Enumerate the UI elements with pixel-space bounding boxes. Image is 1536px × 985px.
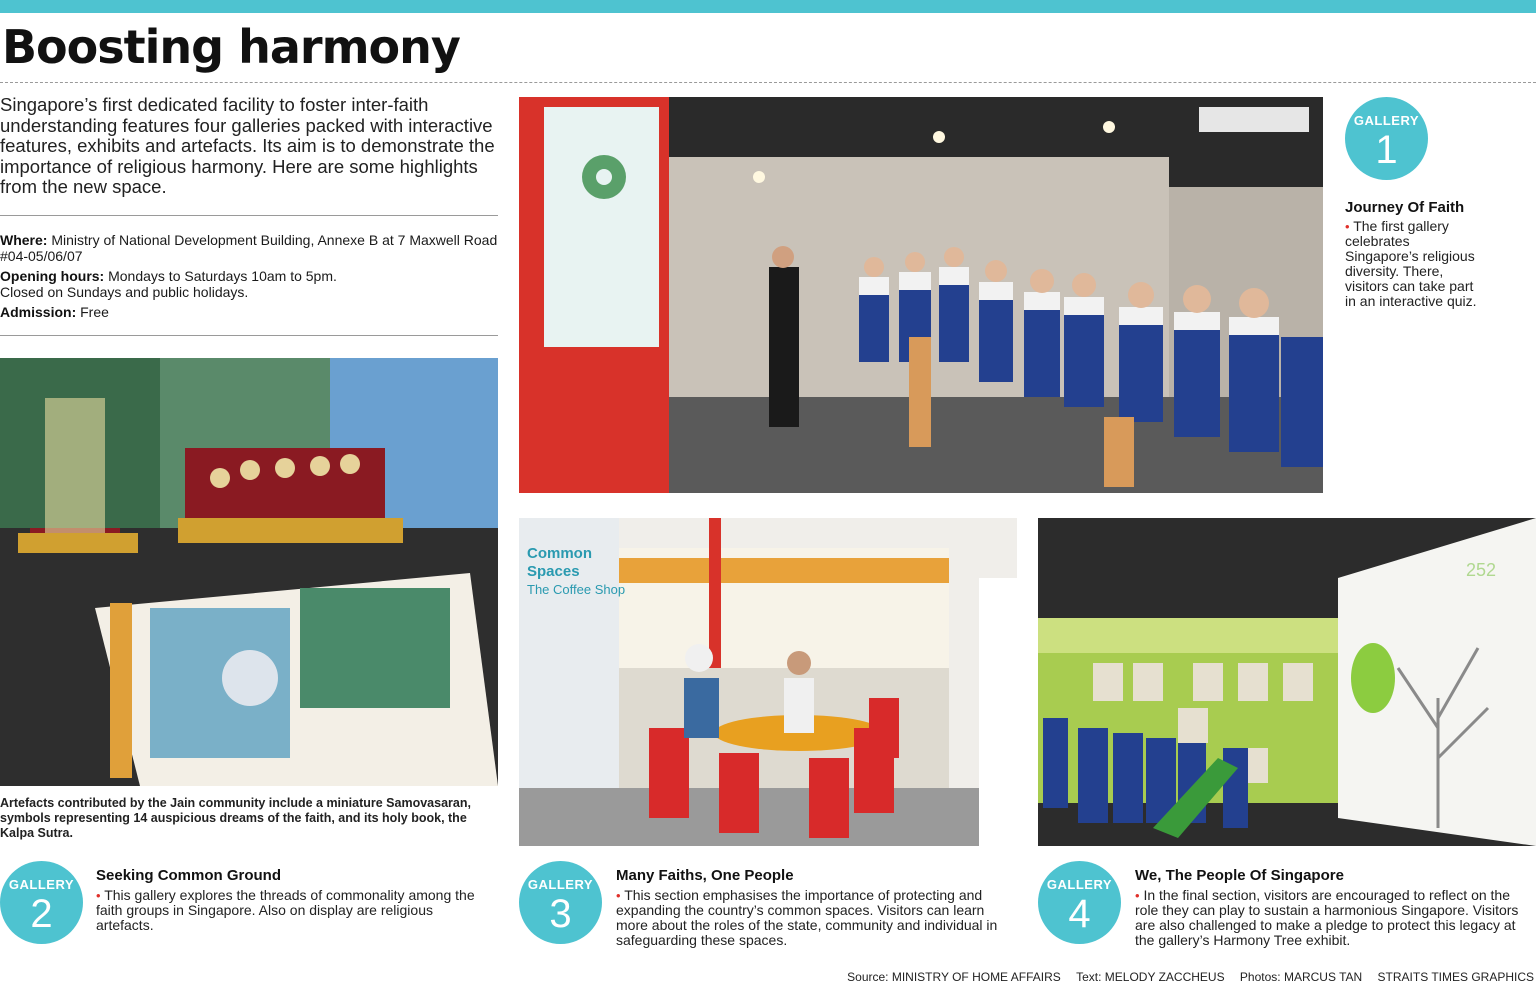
credit-graphics: STRAITS TIMES GRAPHICS xyxy=(1377,970,1534,984)
gallery-2-desc: This gallery explores the threads of commonality among the faith groups in Singapore. Also on display are religious artefacts. xyxy=(96,887,475,933)
artefacts-caption: Artefacts contributed by the Jain community include a miniature Samovasaran, symbols representing 14 auspicious dreams of the faith, and its holy book, the Kalpa Sutra. xyxy=(0,796,471,840)
gallery-3-badge-label: GALLERY xyxy=(527,877,594,892)
gallery-4-badge-label: GALLERY xyxy=(1046,877,1113,892)
gallery-1-title: Journey Of Faith xyxy=(1345,199,1465,216)
gallery-1-photo-illustration xyxy=(519,97,1323,493)
gallery-1-desc: The first gallery celebrates Singapore’s religious diversity. There, visitors can take part in an interactive quiz. xyxy=(1345,218,1477,309)
hours-label: Opening hours: xyxy=(0,268,105,284)
visitor-info xyxy=(0,232,500,324)
gallery-2-text xyxy=(96,888,494,933)
where-label: Where: xyxy=(0,232,48,248)
gallery-2-title: Seeking Common Ground xyxy=(96,867,282,884)
bullet-icon: • xyxy=(96,888,101,903)
gallery-3-badge-number: 3 xyxy=(549,892,572,936)
gallery-1-badge-label: GALLERY xyxy=(1353,113,1420,128)
coffee-shop-sign-line3: The Coffee Shop xyxy=(527,582,626,597)
gallery-1-text xyxy=(1345,219,1480,309)
gallery-4-photo-illustration xyxy=(1038,518,1536,846)
coffee-shop-sign-line2: Spaces xyxy=(527,563,580,580)
bullet-icon: • xyxy=(1135,888,1140,903)
gallery-1-badge xyxy=(1345,97,1428,180)
where-line xyxy=(0,232,500,264)
gallery-4-photo xyxy=(1038,518,1536,846)
gallery-4-title: We, The People Of Singapore xyxy=(1135,867,1344,884)
gallery-2-badge xyxy=(0,861,83,944)
gallery-2-badge-label: GALLERY xyxy=(8,877,75,892)
credits-line xyxy=(835,970,1534,984)
admission-line xyxy=(0,304,500,320)
gallery-1-badge-number: 1 xyxy=(1375,128,1398,172)
gallery-3-photo xyxy=(519,518,1017,846)
top-accent-bar xyxy=(0,0,1536,13)
bullet-icon: • xyxy=(1345,219,1350,234)
gallery-2-badge-number: 2 xyxy=(30,892,53,936)
coffee-shop-sign-line1: Common xyxy=(527,545,592,562)
info-top-rule xyxy=(0,215,498,216)
gallery-3-photo-illustration xyxy=(519,518,1017,846)
hours-closed: Closed on Sundays and public holidays. xyxy=(0,284,249,300)
gallery-4-desc: In the final section, visitors are encouraged to reflect on the role they can play to sustain a harmonious Singapore. Visitors are also challenged to make a pledge to protect this legacy at the gallery’s Harmony Tree exhibit. xyxy=(1135,887,1519,948)
admission-label: Admission: xyxy=(0,304,77,320)
gallery-2-photo-illustration xyxy=(0,358,498,786)
info-bottom-rule xyxy=(0,335,498,336)
title-divider xyxy=(0,82,1536,83)
gallery-3-badge xyxy=(519,861,602,944)
credit-source: Source: MINISTRY OF HOME AFFAIRS xyxy=(847,970,1061,984)
hours-value: Mondays to Saturdays 10am to 5pm. xyxy=(108,268,337,284)
gallery-2-photo xyxy=(0,358,498,786)
where-value: Ministry of National Development Building, Annexe B at 7 Maxwell Road #04-05/06/07 xyxy=(0,232,498,264)
harmony-count: 252 xyxy=(1466,560,1497,580)
intro-text: Singapore’s first dedicated facility to foster inter-faith understanding features four galleries packed with interactive features, exhibits and artefacts. Its aim is to demonstrate the importance of religious harmony. Here are some highlights from the new space. xyxy=(0,94,495,197)
gallery-3-desc: This section emphasises the importance of protecting and expanding the country’s common spaces. Visitors can learn more about the roles of the state, community and individual in safeguarding these spaces. xyxy=(616,887,998,948)
gallery-3-title: Many Faiths, One People xyxy=(616,867,794,884)
gallery-4-badge xyxy=(1038,861,1121,944)
bullet-icon: • xyxy=(616,888,621,903)
credit-photos: Photos: MARCUS TAN xyxy=(1239,970,1363,984)
gallery-1-photo xyxy=(519,97,1323,493)
gallery-4-badge-number: 4 xyxy=(1068,892,1091,936)
admission-value: Free xyxy=(80,304,109,320)
gallery-4-text xyxy=(1135,888,1530,948)
credit-text: Text: MELODY ZACCHEUS xyxy=(1076,970,1225,984)
page-title: Boosting harmony xyxy=(2,20,460,74)
gallery-3-text xyxy=(616,888,1016,948)
hours-line xyxy=(0,268,500,284)
